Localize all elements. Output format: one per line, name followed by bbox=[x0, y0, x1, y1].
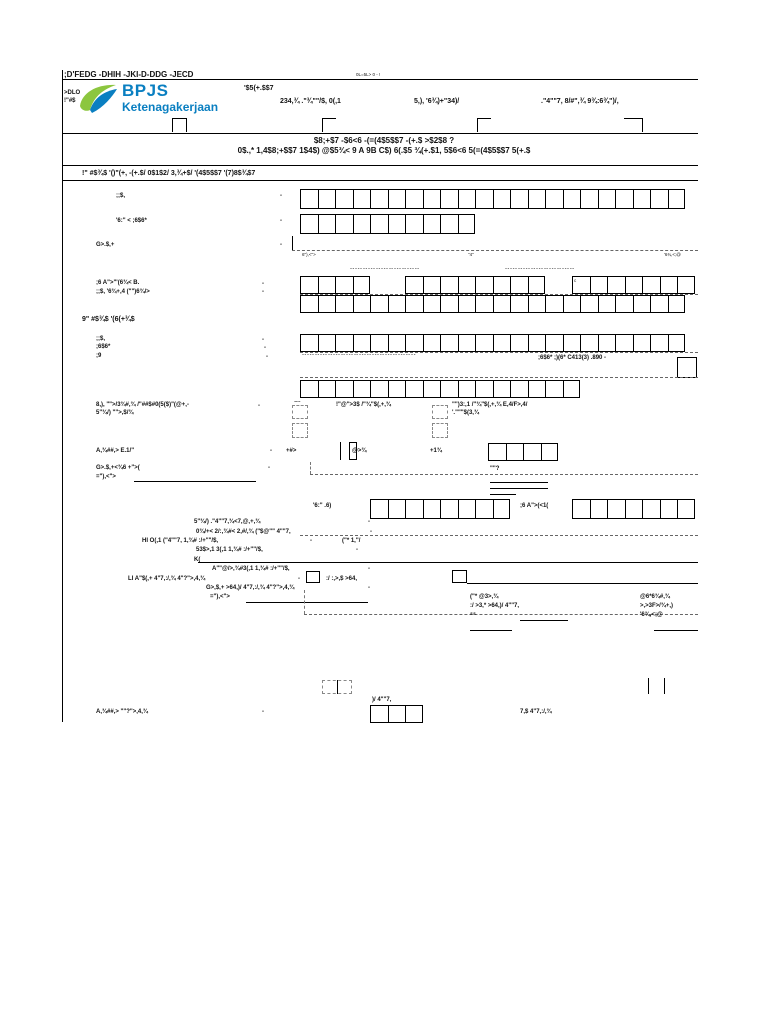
nik-boxes[interactable] bbox=[300, 214, 475, 234]
label-nik-2: '6:" .6) bbox=[313, 503, 332, 509]
section-2-heading: 9" #$¾$ '(6(+¾$ bbox=[82, 316, 135, 323]
s2-code-note: ;6$6* ;)(6* C413(3) .890 - bbox=[538, 355, 607, 361]
note-1: ("* @3>,¾ bbox=[470, 594, 499, 600]
stamp-left-top bbox=[172, 118, 186, 119]
label-kpj-2: ;;$, '6¾+,4 ("")6¾/> bbox=[96, 289, 150, 295]
opt-3-checkbox[interactable] bbox=[306, 571, 320, 583]
colon: - bbox=[258, 403, 260, 409]
colon: - bbox=[298, 576, 300, 582]
opt-1-checkbox[interactable] bbox=[292, 405, 308, 419]
kpj-hint-2: """"""""""""""""""""""""""" bbox=[505, 267, 576, 272]
code-left-2: !"#$ bbox=[64, 98, 76, 104]
kpj-hint-1: """"""""""""""""""""""""""" bbox=[350, 267, 421, 272]
tempat-blank-2[interactable] bbox=[490, 482, 548, 483]
kpj-boxes-3[interactable] bbox=[572, 276, 695, 294]
colon: - bbox=[370, 529, 372, 535]
r8-blank[interactable] bbox=[246, 602, 368, 603]
colon: - bbox=[262, 289, 264, 295]
stamp-left-a bbox=[172, 118, 173, 132]
label-r1: 5"¾/) ."4""7,¾<7,@,+,¾ bbox=[194, 519, 261, 525]
header-col-1: 234,¾ ."¾""/$, 0(,1 bbox=[280, 98, 341, 105]
colon: - bbox=[266, 354, 268, 360]
kpj-boxes-4[interactable] bbox=[300, 295, 685, 313]
title-line-2: 0$.,* 1,4$8;+$$7 1$4$) @$5¾< 9 A 9B C$) 6(.$5 ¾(+.$1, 5$6<6 5(=(4$5$$7 5(+.$ bbox=[237, 146, 531, 155]
colon: - bbox=[310, 538, 312, 544]
label-name: ;;$, bbox=[116, 193, 125, 199]
label-ttl: A,¾##,> ""?">,4,¾ bbox=[96, 709, 148, 715]
kpj-mark-c: c bbox=[574, 278, 577, 283]
ttl-mid: )/ 4""7, bbox=[372, 697, 392, 703]
birth-sub-1: 6"),<"> bbox=[302, 252, 316, 257]
opt-1-mark: """" bbox=[294, 400, 301, 405]
opt-2b-label: '."""$(3,¾ bbox=[452, 410, 479, 416]
tiny-mark: 0L=5L> 0 ‑ ! bbox=[356, 72, 381, 77]
code-left-1: >DLO bbox=[64, 90, 81, 96]
opt-3-label: :/ :,>,$ >64, bbox=[326, 576, 358, 582]
birth-bracket-left bbox=[292, 236, 293, 250]
label-kpj: ;6 A">"'(6¾< B. bbox=[96, 280, 140, 286]
stamp-left-b bbox=[186, 118, 187, 132]
opt-1-label: !"@">3$ /"¾"$(,+,¾ bbox=[336, 402, 391, 408]
label-s2-a: ;;$, bbox=[96, 336, 105, 342]
r2-line[interactable] bbox=[300, 535, 698, 536]
stamp-right-top bbox=[624, 118, 642, 119]
tag-hi: HI O(,1 ("4""7, 1,¾# :/+""/$, bbox=[142, 538, 219, 544]
kpj-boxes-2[interactable] bbox=[405, 276, 545, 294]
logo-brand: BPJS bbox=[122, 81, 169, 100]
name-boxes[interactable] bbox=[300, 189, 685, 209]
s2-boxes-2[interactable] bbox=[300, 380, 580, 398]
form-left-border bbox=[62, 70, 63, 722]
label-r2: 0¾/+< 2/:,¾#< 2,#/,¾ ("$@"" 4""7, bbox=[196, 529, 291, 535]
colon: - bbox=[268, 465, 270, 471]
jk-option-1[interactable]: +#> bbox=[286, 448, 297, 454]
s2-dash-2 bbox=[300, 377, 698, 378]
jk-option-3[interactable]: +1¾ bbox=[430, 448, 442, 454]
ttl-right: 7,$ 4"7,:/,¾ bbox=[520, 709, 552, 715]
colon: - bbox=[368, 585, 370, 591]
nik2-boxes[interactable] bbox=[370, 499, 510, 519]
tiny-note: && bbox=[470, 611, 477, 616]
r6-line bbox=[467, 583, 698, 584]
header-col-3: ."4""7, 8/#",¾ 9¾:6¾")/, bbox=[541, 98, 619, 105]
birth-sub-2: "4" bbox=[468, 252, 474, 257]
label-r5: A""@/>,¾#3(,1 1,¾# :/+""/$, bbox=[212, 566, 290, 572]
stamp-c-top bbox=[477, 118, 491, 119]
title-bottom-rule bbox=[62, 165, 698, 166]
tempat-blank-4[interactable] bbox=[490, 494, 516, 495]
kpj-boxes-1[interactable] bbox=[300, 276, 370, 294]
label-hubungan: 8,), "">/3¾#,¾ /"##$#0(5($)"(@+,- bbox=[96, 402, 189, 408]
opt-1b-checkbox[interactable] bbox=[292, 423, 308, 438]
birth-sub-3: '6¾,<;@ bbox=[664, 252, 681, 257]
tempat-dq: ""? bbox=[490, 466, 500, 472]
opt-2b-checkbox[interactable] bbox=[432, 423, 448, 438]
r4-line[interactable] bbox=[198, 562, 698, 563]
tag-paren: ("* 1,"/ bbox=[342, 538, 361, 544]
colon: - bbox=[262, 281, 264, 287]
note-4: >,>3F>/¾+,) bbox=[640, 603, 674, 609]
colon: - bbox=[262, 709, 264, 715]
s2-boxes-1[interactable] bbox=[300, 334, 685, 352]
opt-2-checkbox[interactable] bbox=[432, 405, 448, 419]
title-line-1: $8;+$7 -$6<6 -(=(4$5$$7 -(+.$ >$2$8 ? bbox=[313, 136, 455, 145]
bpjs-logo-mark bbox=[76, 80, 120, 116]
tempat-blank[interactable] bbox=[134, 481, 256, 482]
colon: - bbox=[262, 337, 264, 343]
colon: - bbox=[264, 345, 266, 351]
tempat-blank-3[interactable] bbox=[490, 488, 548, 489]
label-nik: '6:" < ;6$6* bbox=[116, 218, 147, 224]
label-r4: K( bbox=[194, 557, 201, 563]
note-blank-1[interactable] bbox=[470, 630, 512, 631]
colon: - bbox=[356, 547, 358, 553]
colon: - bbox=[368, 519, 370, 525]
label-hubungan-2: 5"¾/) "">,$/¾ bbox=[96, 410, 134, 416]
stamp-c-a bbox=[477, 118, 478, 132]
colon: - bbox=[280, 242, 282, 248]
label-s2-b: ;6$6* bbox=[96, 344, 111, 350]
colon: - bbox=[270, 448, 272, 454]
kk-boxes[interactable] bbox=[572, 499, 695, 519]
label-jk: A,¾##,> E.1/" bbox=[96, 448, 135, 454]
section-1-rule bbox=[62, 180, 698, 181]
sign-bar-right-b bbox=[664, 678, 665, 694]
label-r8: ="),<"> bbox=[210, 594, 230, 600]
jk-code-boxes[interactable] bbox=[488, 443, 558, 461]
label-r3: 53$>,1 3(,1 1,¾# :/+""/$, bbox=[196, 547, 263, 553]
note-2: :/ >3,* >64,)/ 4""7, bbox=[470, 603, 520, 609]
tempat-bracket bbox=[310, 462, 311, 474]
label-kk: ;6 A">(<1( bbox=[520, 503, 549, 509]
label-r6: LI A"$(,+ 4"7,:/,¾ 4"?">,4,¾ bbox=[128, 576, 206, 582]
opt-4-checkbox[interactable] bbox=[452, 570, 467, 583]
jk-divider-1 bbox=[340, 442, 341, 460]
sign-box-mid bbox=[337, 680, 338, 694]
s2-box-right[interactable] bbox=[677, 357, 697, 378]
label-birth: G>.$,+ bbox=[96, 242, 115, 248]
stamp-mid-top bbox=[322, 118, 336, 119]
tempat-line[interactable] bbox=[310, 474, 698, 475]
label-tempat-2: ="),<"> bbox=[96, 474, 116, 480]
label-s2-c: ;9 bbox=[96, 353, 102, 359]
note-blank-3[interactable] bbox=[654, 630, 698, 631]
form-code: '$5(+.$$7 bbox=[244, 85, 274, 92]
sign-bar-right-a bbox=[648, 678, 649, 694]
label-tempat: G>.$,+<¾6 +">( bbox=[96, 465, 140, 471]
note-3: @6*6¾#,¾ bbox=[640, 594, 670, 600]
colon: - bbox=[280, 193, 282, 199]
opt-2-label: "")3:,1 /"¾"$(,+,¾ E,4/F>,4/ bbox=[452, 402, 528, 408]
colon: - bbox=[368, 566, 370, 572]
ttl-boxes[interactable] bbox=[370, 705, 423, 723]
title-top-rule bbox=[62, 133, 698, 134]
colon: - bbox=[280, 218, 282, 224]
bpjs-logo bbox=[76, 80, 246, 116]
note-5: '6¾,<;@ bbox=[640, 612, 663, 618]
note-blank-2[interactable] bbox=[520, 620, 568, 621]
s2-dash-fill: """""""""""""""""""""""""""""""""""""""""""" bbox=[302, 353, 417, 358]
jk-option-2[interactable]: @>¾ bbox=[352, 448, 367, 454]
logo-subtitle: Ketenagakerjaan bbox=[122, 100, 219, 114]
header-col-2: 5,), '6¾)+"34)/ bbox=[414, 98, 460, 105]
stamp-mid-a bbox=[322, 118, 323, 132]
stamp-right-b bbox=[642, 118, 643, 132]
section-1-heading: !" #$¾$ '()"(+, -(+.$/ 0$1$2/ 3,¾+$/ '(4$5$$7 '(7)8$¾$7 bbox=[82, 170, 256, 177]
label-r7: G>,$,+ >64,)/ 4"7,:/,¾ 4"?">,4,¾ bbox=[206, 585, 295, 591]
r8-bracket bbox=[304, 590, 305, 614]
birth-line[interactable] bbox=[292, 250, 698, 251]
form-top-title: ;D'FEDG ‑DHIH ‑JKI‑D‑DDG ‑JECD bbox=[64, 70, 194, 79]
